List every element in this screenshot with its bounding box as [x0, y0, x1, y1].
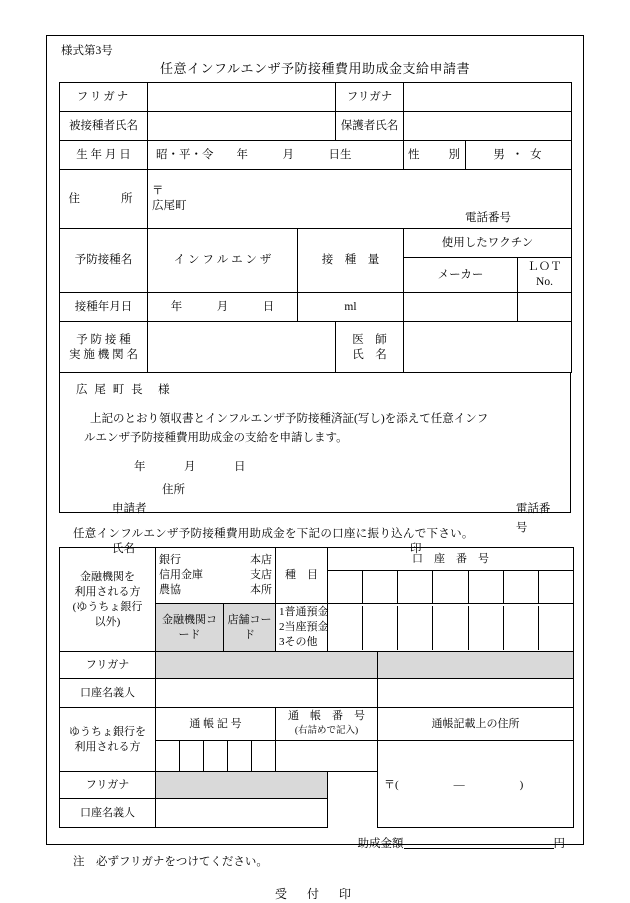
registered-address-value[interactable] — [378, 741, 574, 828]
used-vaccine-label: 使用したワクチン — [404, 229, 572, 258]
non-yucho-label-line4: 以外) — [94, 615, 121, 628]
account-number-box[interactable] — [328, 606, 363, 650]
branch-type-1: 本店 — [250, 554, 272, 566]
non-yucho-holder-label: 口座名義人 — [60, 679, 156, 708]
passbook-number-sub: (右詰めで記入) — [294, 726, 359, 736]
account-number-box[interactable] — [469, 571, 504, 603]
form-number: 様式第3号 — [61, 45, 113, 57]
mayor-address-line: 広 尾 町 長 様 — [76, 384, 172, 396]
document-title: 任意インフルエンザ予防接種費用助成金支給申請書 — [160, 61, 470, 76]
account-number-box[interactable] — [398, 606, 433, 650]
passbook-symbol-box[interactable] — [180, 741, 204, 771]
account-number-box[interactable] — [504, 571, 539, 603]
guardian-furigana-label: フリガナ — [336, 83, 404, 112]
yucho-holder-label: 口座名義人 — [60, 799, 156, 828]
account-number-box[interactable] — [363, 571, 398, 603]
institution-label-line1: 予 防 接 種 — [76, 334, 131, 346]
furigana-note: 注 必ずフリガナをつけてください。 — [73, 856, 268, 868]
non-yucho-furigana-label: フリガナ — [60, 652, 156, 679]
address-cell[interactable] — [148, 170, 572, 229]
lot-value[interactable] — [518, 293, 572, 322]
passbook-symbol-box[interactable] — [156, 741, 180, 771]
account-kind-3: 3その他 — [279, 636, 318, 648]
institution-label — [60, 322, 148, 373]
bank-transfer-note: 任意インフルエンザ予防接種費用助成金を下記の口座に振り込んで下さい。 — [73, 528, 474, 540]
bank-code-label: 金融機関コード — [156, 604, 224, 652]
bank-type-2: 信用金庫 — [159, 569, 203, 581]
subsidy-amount-input[interactable] — [404, 834, 554, 849]
non-yucho-label-line1: 金融機関を — [80, 570, 135, 583]
dose-unit[interactable]: ml — [298, 293, 404, 322]
yucho-label-line2: 利用される方 — [74, 740, 141, 753]
non-yucho-holder-value[interactable] — [156, 679, 378, 708]
birth-date-label: 生 年 月 日 — [60, 141, 148, 170]
account-number-box[interactable] — [539, 571, 573, 603]
yucho-label — [60, 708, 156, 772]
sex-value[interactable]: 男 ・ 女 — [466, 141, 572, 170]
recipient-furigana-value[interactable] — [148, 83, 336, 112]
non-yucho-label-line2: 利用される方 — [74, 585, 141, 598]
doctor-label-line1: 医 師 — [352, 334, 387, 346]
yucho-label-line1: ゆうちょ銀行を — [69, 725, 146, 738]
account-number-box[interactable] — [328, 571, 363, 603]
statement-date-line[interactable]: 年 月 日 — [134, 461, 247, 473]
non-yucho-label — [60, 548, 156, 652]
applicant-label: 申請者 — [112, 503, 147, 515]
subsidy-amount-label: 助成金額 — [357, 838, 404, 850]
subsidy-amount-row — [59, 834, 565, 851]
account-number-box[interactable] — [363, 606, 398, 650]
postal-mark: 〒 — [152, 185, 164, 197]
applicant-name-label: 氏名 — [112, 543, 135, 555]
birth-date-value[interactable]: 昭・平・令 年 月 日生 — [148, 141, 404, 170]
seal-label: 印 — [410, 543, 422, 555]
applicant-phone-label: 電話番号 — [515, 503, 551, 534]
phone-label: 電話番号 — [465, 212, 511, 224]
recipient-table — [59, 82, 572, 373]
account-kind-label: 種 目 — [276, 548, 328, 604]
applicant-name-row — [112, 540, 560, 559]
yucho-postal-mark: 〒( ― ) — [384, 779, 524, 791]
guardian-name-value[interactable] — [404, 112, 572, 141]
vaccine-name-label: 予防接種名 — [60, 229, 148, 293]
account-number-box[interactable] — [539, 606, 573, 650]
passbook-number-label-cell — [276, 708, 378, 741]
doctor-label — [336, 322, 404, 373]
bank-account-table — [59, 547, 574, 828]
yen-label: 円 — [553, 838, 565, 850]
institution-value[interactable] — [148, 322, 336, 373]
passbook-symbol-box[interactable] — [204, 741, 228, 771]
non-yucho-label-line3: (ゆうちょ銀行 — [72, 600, 143, 613]
applicant-address-label: 住所 — [162, 484, 185, 496]
registered-address-label: 通帳記載上の住所 — [378, 708, 574, 741]
non-yucho-holder-value-2[interactable] — [378, 679, 574, 708]
statement-line-1: 上記のとおり領収書とインフルエンザ予防接種済証(写し)を添えて任意インフ — [90, 413, 489, 425]
account-kind-1: 1普通預金 — [279, 606, 329, 618]
recipient-name-value[interactable] — [148, 112, 336, 141]
guardian-furigana-value[interactable] — [404, 83, 572, 112]
account-kind-2: 2当座預金 — [279, 621, 329, 633]
vaccine-name-value: イ ン フ ル エ ン ザ — [148, 229, 298, 293]
account-number-box[interactable] — [504, 606, 539, 650]
bank-type-3: 農協 — [159, 584, 181, 596]
address-value[interactable]: 広尾町 — [152, 200, 187, 212]
institution-label-line2: 実 施 機 関 名 — [69, 349, 138, 361]
form-footer — [59, 834, 571, 902]
applicant-row — [112, 500, 560, 538]
branch-code-label: 店舗コード — [224, 604, 276, 652]
doctor-value[interactable] — [404, 322, 572, 373]
vaccination-date-value[interactable]: 年 月 日 — [148, 293, 298, 322]
address-label: 住 所 — [60, 170, 148, 229]
account-number-box[interactable] — [433, 571, 468, 603]
passbook-number-boxes[interactable] — [276, 741, 378, 772]
account-number-boxes[interactable] — [328, 571, 574, 604]
statement-line-2: ルエンザ予防接種費用助成金の支給を申請します。 — [84, 432, 348, 444]
recipient-furigana-label: フリガナ — [60, 83, 148, 112]
vaccination-date-label: 接種年月日 — [60, 293, 148, 322]
lot-label: ＬＯＴ No. — [518, 258, 572, 293]
account-number-boxes-2[interactable] — [328, 604, 574, 652]
passbook-symbol-box[interactable] — [228, 741, 252, 771]
account-number-label: 口 座 番 号 — [328, 548, 574, 571]
passbook-number-label: 通 帳 番 号 — [288, 710, 365, 722]
passbook-symbol-label: 通 帳 記 号 — [156, 708, 276, 741]
account-number-box[interactable] — [469, 606, 504, 650]
account-number-box[interactable] — [433, 606, 468, 650]
yucho-furigana-value[interactable] — [156, 772, 328, 799]
branch-type-2: 支店 — [250, 569, 272, 581]
form-sheet — [46, 35, 584, 901]
recipient-name-label: 被接種者氏名 — [60, 112, 148, 141]
receipt-stamp-label: 受 付 印 — [274, 887, 355, 901]
non-yucho-furigana-value-2[interactable] — [378, 652, 574, 679]
branch-type-3: 本所 — [250, 584, 272, 596]
account-number-box[interactable] — [398, 571, 433, 603]
maker-value[interactable] — [404, 293, 518, 322]
yucho-furigana-label: フリガナ — [60, 772, 156, 799]
yucho-holder-value[interactable] — [156, 799, 328, 828]
non-yucho-furigana-value[interactable] — [156, 652, 378, 679]
maker-label: メーカー — [404, 258, 518, 293]
guardian-name-label: 保護者氏名 — [336, 112, 404, 141]
bank-type-1: 銀行 — [159, 554, 181, 566]
passbook-symbol-boxes[interactable] — [156, 741, 276, 772]
dose-label: 接 種 量 — [298, 229, 404, 293]
passbook-symbol-box[interactable] — [252, 741, 275, 771]
sex-label: 性 別 — [404, 141, 466, 170]
doctor-label-line2: 氏 名 — [352, 349, 387, 361]
account-kinds-list[interactable] — [276, 604, 328, 652]
